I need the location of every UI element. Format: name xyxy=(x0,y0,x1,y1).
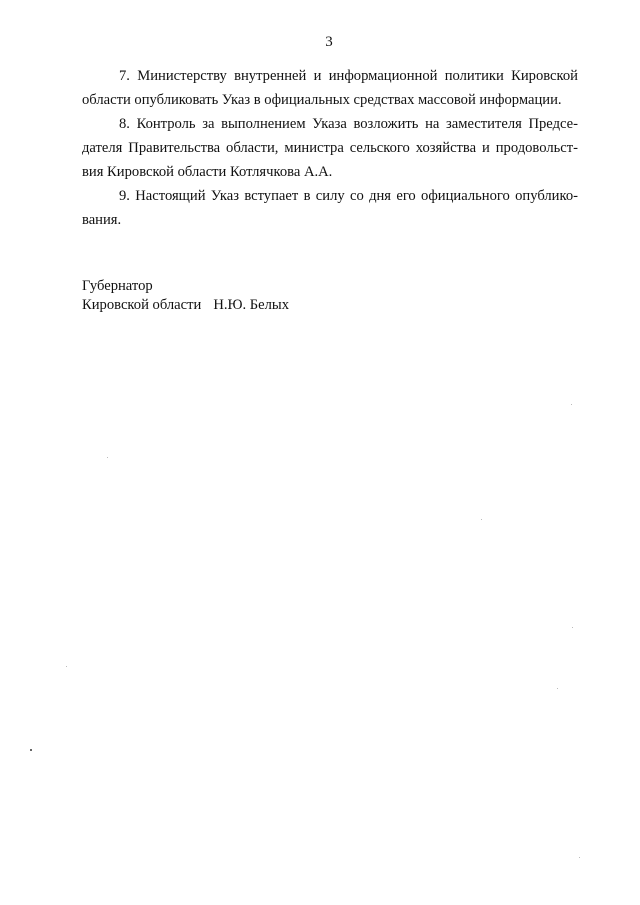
scan-speck xyxy=(481,519,482,520)
signature-title-line1: Губернатор xyxy=(82,278,153,294)
paragraph-line: вания. xyxy=(82,212,122,228)
page-number: 3 xyxy=(325,34,333,50)
paragraph-8 xyxy=(82,112,578,184)
paragraph-line: области опубликовать Указ в официальных средствах массовой информации. xyxy=(82,92,562,108)
scan-speck xyxy=(66,666,67,667)
paragraph-line: дателя Правительства области, министра сельского хозяйства и продовольст- xyxy=(82,140,578,156)
paragraph-9 xyxy=(82,184,578,232)
paragraph-line: 8. Контроль за выполнением Указа возложить на заместителя Предсе- xyxy=(119,116,578,132)
paragraph-7 xyxy=(82,64,578,112)
paragraph-line: 9. Настоящий Указ вступает в силу со дня его официального опублико- xyxy=(119,188,578,204)
scan-speck xyxy=(30,749,32,751)
document-body xyxy=(82,64,578,232)
signature-title-line2: Кировской области xyxy=(82,297,202,313)
scan-speck xyxy=(557,688,558,689)
signatory-name: Н.Ю. Белых xyxy=(213,297,290,313)
scan-speck xyxy=(572,627,573,628)
paragraph-line: вия Кировской области Котлячкова А.А. xyxy=(82,164,333,180)
signature-block xyxy=(82,277,289,315)
scan-speck xyxy=(579,857,580,858)
scan-speck xyxy=(571,404,572,405)
paragraph-line: 7. Министерству внутренней и информационной политики Кировской xyxy=(119,68,578,84)
scan-speck xyxy=(107,457,108,458)
signature-title-line2-row xyxy=(82,296,289,315)
